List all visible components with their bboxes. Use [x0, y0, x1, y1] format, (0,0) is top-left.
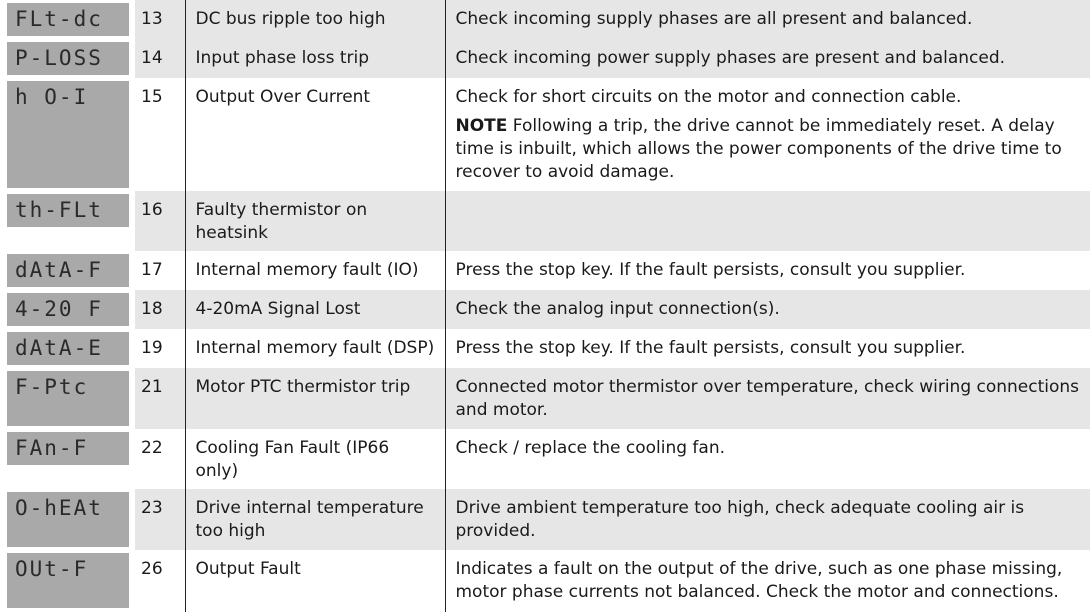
lcd-code: th-FLt: [7, 194, 129, 227]
fault-description: Faulty thermistor on heatsink: [185, 191, 445, 251]
table-row: [0, 290, 1090, 329]
table-row: [0, 429, 1090, 489]
fault-description: Internal memory fault (DSP): [185, 329, 445, 368]
table-row: [0, 368, 1090, 429]
fault-number: 14: [135, 39, 185, 78]
fault-number: 23: [135, 489, 185, 550]
lcd-code: dAtA-F: [7, 254, 129, 287]
fault-action: Connected motor thermistor over temperature, check wiring connections and motor.: [445, 368, 1090, 429]
fault-action: Check incoming power supply phases are present and balanced.: [445, 39, 1090, 78]
table-row: [0, 489, 1090, 550]
fault-number: 13: [135, 0, 185, 39]
table-row: [0, 550, 1090, 612]
fault-action: Press the stop key. If the fault persists, consult you supplier.: [445, 251, 1090, 290]
table-row: [0, 0, 1090, 39]
fault-action: Drive ambient temperature too high, check adequate cooling air is provided.: [445, 489, 1090, 550]
fault-description: Cooling Fan Fault (IP66 only): [185, 429, 445, 489]
lcd-code: 4-20 F: [7, 293, 129, 326]
table-row: [0, 78, 1090, 191]
fault-action: Press the stop key. If the fault persists, consult you supplier.: [445, 329, 1090, 368]
fault-description: DC bus ripple too high: [185, 0, 445, 39]
fault-description: Output Fault: [185, 550, 445, 612]
fault-description: Internal memory fault (IO): [185, 251, 445, 290]
table-row: [0, 39, 1090, 78]
table-row: [0, 251, 1090, 290]
fault-action: Indicates a fault on the output of the drive, such as one phase missing, motor phase currents not balanced. Check the motor and connections.: [445, 550, 1090, 612]
fault-action: [445, 191, 1090, 251]
fault-description: Drive internal temperature too high: [185, 489, 445, 550]
lcd-code: FLt-dc: [7, 3, 129, 36]
fault-number: 26: [141, 559, 163, 579]
fault-description: 4-20mA Signal Lost: [185, 290, 445, 329]
note-label: NOTE: [455, 116, 508, 136]
fault-number: 17: [141, 260, 163, 280]
lcd-code: OUt-F: [7, 553, 129, 608]
fault-action: Check for short circuits on the motor and connection cable.: [455, 87, 962, 107]
fault-number: 19: [141, 338, 163, 358]
fault-description: Input phase loss trip: [185, 39, 445, 78]
fault-number: 21: [135, 368, 185, 429]
lcd-code: P-LOSS: [7, 42, 129, 75]
fault-number: 22: [141, 438, 163, 458]
lcd-code: h O-I: [7, 81, 129, 188]
lcd-code: F-Ptc: [7, 371, 129, 426]
table-row: [0, 329, 1090, 368]
fault-description: Motor PTC thermistor trip: [185, 368, 445, 429]
table-row: [0, 191, 1090, 251]
lcd-code: O-hEAt: [7, 492, 129, 547]
note-paragraph: [456, 115, 1081, 184]
note-text: Following a trip, the drive cannot be immediately reset. A delay time is inbuilt, which allows the power components of the drive time to recover to avoid damage.: [455, 116, 1062, 182]
fault-action: Check the analog input connection(s).: [445, 290, 1090, 329]
fault-description: Output Over Current: [185, 78, 445, 191]
fault-number: 15: [141, 87, 163, 107]
lcd-code: dAtA-E: [7, 332, 129, 365]
lcd-code: FAn-F: [7, 432, 129, 465]
fault-action: Check incoming supply phases are all present and balanced.: [445, 0, 1090, 39]
fault-number: 18: [135, 290, 185, 329]
fault-action: Check / replace the cooling fan.: [445, 429, 1090, 489]
fault-number: 16: [135, 191, 185, 251]
